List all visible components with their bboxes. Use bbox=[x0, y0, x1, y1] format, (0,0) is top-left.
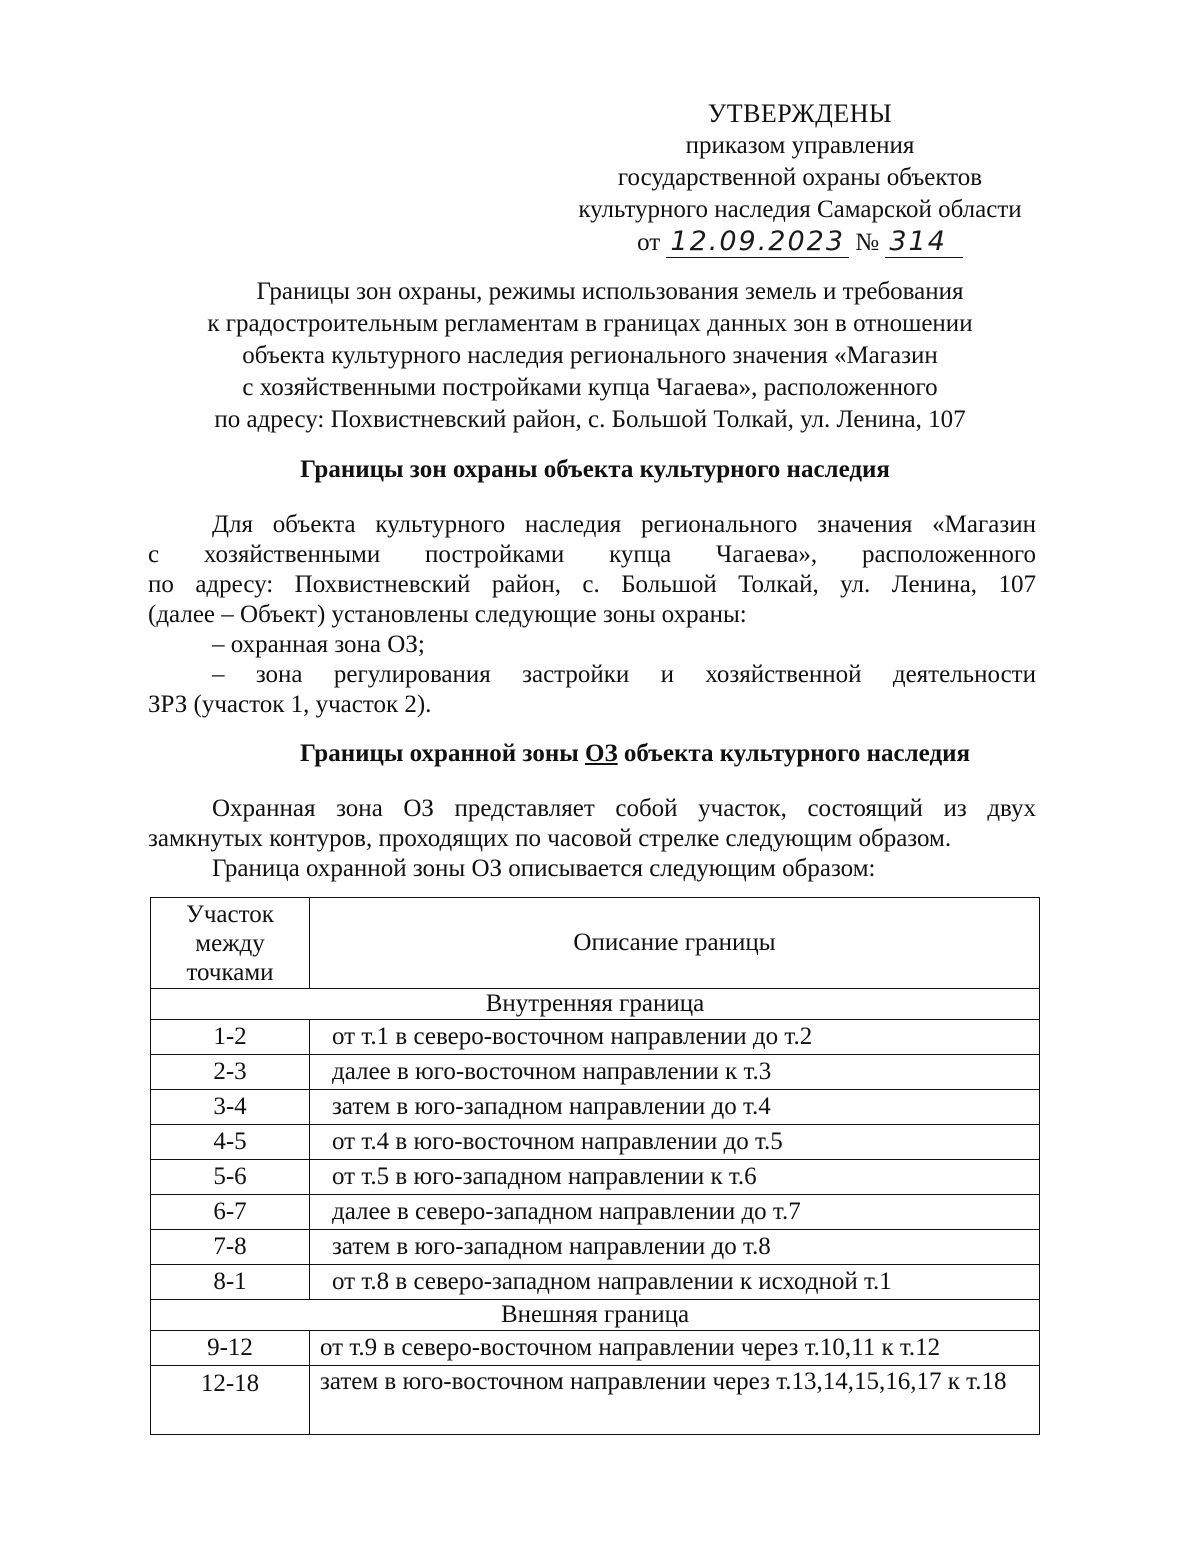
table-row bbox=[151, 1160, 1040, 1195]
description-cell: затем в юго-восточном направлении через т.13,14,15,16,17 к т.18 bbox=[310, 1366, 1040, 1435]
title-line-1: Границы зон охраны, режимы использования земель и требования bbox=[256, 278, 964, 305]
group-row-outer bbox=[151, 1300, 1040, 1331]
title-line-5: по адресу: Похвистневский район, с. Большой Толкай, ул. Ленина, 107 bbox=[214, 406, 966, 433]
description-cell: затем в юго-западном направлении до т.8 bbox=[310, 1230, 1040, 1265]
table-row bbox=[151, 1230, 1040, 1265]
zones-paragraph-line-1: Для объекта культурного наследия регионального значения «Магазин bbox=[212, 511, 1036, 538]
segment-cell: 12-18 bbox=[151, 1366, 310, 1435]
handwritten-date: 12.09.2023 bbox=[666, 226, 849, 258]
segment-cell: 3-4 bbox=[151, 1090, 310, 1125]
zones-paragraph-line-4: (далее – Объект) установлены следующие зоны охраны: bbox=[148, 601, 747, 628]
description-cell: от т.4 в юго-восточном направлении до т.5 bbox=[310, 1125, 1040, 1160]
description-cell: от т.5 в юго-западном направлении к т.6 bbox=[310, 1160, 1040, 1195]
description-cell: затем в юго-западном направлении до т.4 bbox=[310, 1090, 1040, 1125]
header-segment-line-3: точками bbox=[186, 958, 274, 986]
table-row bbox=[151, 1331, 1040, 1366]
approval-block bbox=[560, 98, 1040, 259]
zone-item-zrz-line-2: ЗРЗ (участок 1, участок 2). bbox=[148, 691, 432, 718]
table-row bbox=[151, 1090, 1040, 1125]
number-label: № bbox=[855, 229, 880, 256]
zone-item-oz: – охранная зона ОЗ; bbox=[212, 631, 425, 658]
approval-title: УТВЕРЖДЕНЫ bbox=[707, 99, 893, 128]
table-row bbox=[151, 1125, 1040, 1160]
from-label: от bbox=[637, 229, 661, 256]
group-outer-label: Внешняя граница bbox=[151, 1300, 1040, 1331]
header-segment bbox=[151, 898, 310, 989]
description-cell: далее в северо-западном направлении до т.7 bbox=[310, 1195, 1040, 1230]
table-header-row bbox=[151, 898, 1040, 989]
table-row bbox=[151, 1265, 1040, 1300]
header-segment-line-2: между bbox=[195, 929, 265, 957]
boundary-table bbox=[150, 897, 1040, 1435]
header-segment-line-1: Участок bbox=[186, 900, 274, 928]
section-heading-zones: Границы зон охраны объекта культурного наследия bbox=[300, 456, 890, 483]
group-row-inner bbox=[151, 989, 1040, 1020]
section-heading-oz-prefix: Границы охранной зоны bbox=[299, 740, 585, 767]
handwritten-number: 314 bbox=[885, 226, 963, 258]
zones-paragraph bbox=[148, 510, 1036, 720]
approval-line-2: государственной охраны объектов bbox=[617, 164, 983, 191]
section-heading-oz-zone: ОЗ bbox=[585, 740, 618, 767]
zones-paragraph-line-2: с хозяйственными постройками купца Чагаева», расположенного bbox=[148, 541, 1036, 568]
zones-paragraph-line-3: по адресу: Похвистневский район, с. Большой Толкай, ул. Ленина, 107 bbox=[148, 571, 1036, 598]
zone-item-zrz-line-1: – зона регулирования застройки и хозяйственной деятельности bbox=[212, 661, 1036, 688]
segment-cell: 4-5 bbox=[151, 1125, 310, 1160]
approval-date-line bbox=[637, 226, 963, 259]
segment-cell: 1-2 bbox=[151, 1020, 310, 1055]
segment-cell: 8-1 bbox=[151, 1265, 310, 1300]
header-description: Описание границы bbox=[310, 898, 1040, 989]
section-heading-oz-suffix: объекта культурного наследия bbox=[617, 740, 971, 767]
group-inner-label: Внутренняя граница bbox=[151, 989, 1040, 1020]
segment-cell: 9-12 bbox=[151, 1331, 310, 1366]
document-title bbox=[150, 276, 1030, 436]
segment-cell: 5-6 bbox=[151, 1160, 310, 1195]
oz-paragraph-line-2: замкнутых контуров, проходящих по часовой стрелке следующим образом. bbox=[148, 825, 952, 852]
description-cell: от т.1 в северо-восточном направлении до т.2 bbox=[310, 1020, 1040, 1055]
segment-cell: 7-8 bbox=[151, 1230, 310, 1265]
approval-line-1: приказом управления bbox=[685, 132, 915, 159]
table-row bbox=[151, 1020, 1040, 1055]
table-row bbox=[151, 1195, 1040, 1230]
section-heading-oz bbox=[150, 740, 1080, 768]
table-row bbox=[151, 1055, 1040, 1090]
description-cell: от т.9 в северо-восточном направлении через т.10,11 к т.12 bbox=[310, 1331, 1040, 1366]
title-line-4: с хозяйственными постройками купца Чагаева», расположенного bbox=[242, 374, 938, 401]
oz-paragraph-line-1: Охранная зона ОЗ представляет собой участок, состоящий из двух bbox=[212, 795, 1036, 822]
title-line-3: объекта культурного наследия регионального значения «Магазин bbox=[242, 342, 938, 369]
description-cell: от т.8 в северо-западном направлении к исходной т.1 bbox=[310, 1265, 1040, 1300]
approval-line-3: культурного наследия Самарской области bbox=[578, 196, 1022, 223]
table-row bbox=[151, 1366, 1040, 1435]
segment-cell: 2-3 bbox=[151, 1055, 310, 1090]
description-cell: далее в юго-восточном направлении к т.3 bbox=[310, 1055, 1040, 1090]
oz-paragraph bbox=[148, 794, 1036, 884]
oz-paragraph-line-3: Граница охранной зоны ОЗ описывается следующим образом: bbox=[212, 855, 876, 882]
segment-cell: 6-7 bbox=[151, 1195, 310, 1230]
title-line-2: к градостроительным регламентам в границах данных зон в отношении bbox=[207, 310, 973, 337]
